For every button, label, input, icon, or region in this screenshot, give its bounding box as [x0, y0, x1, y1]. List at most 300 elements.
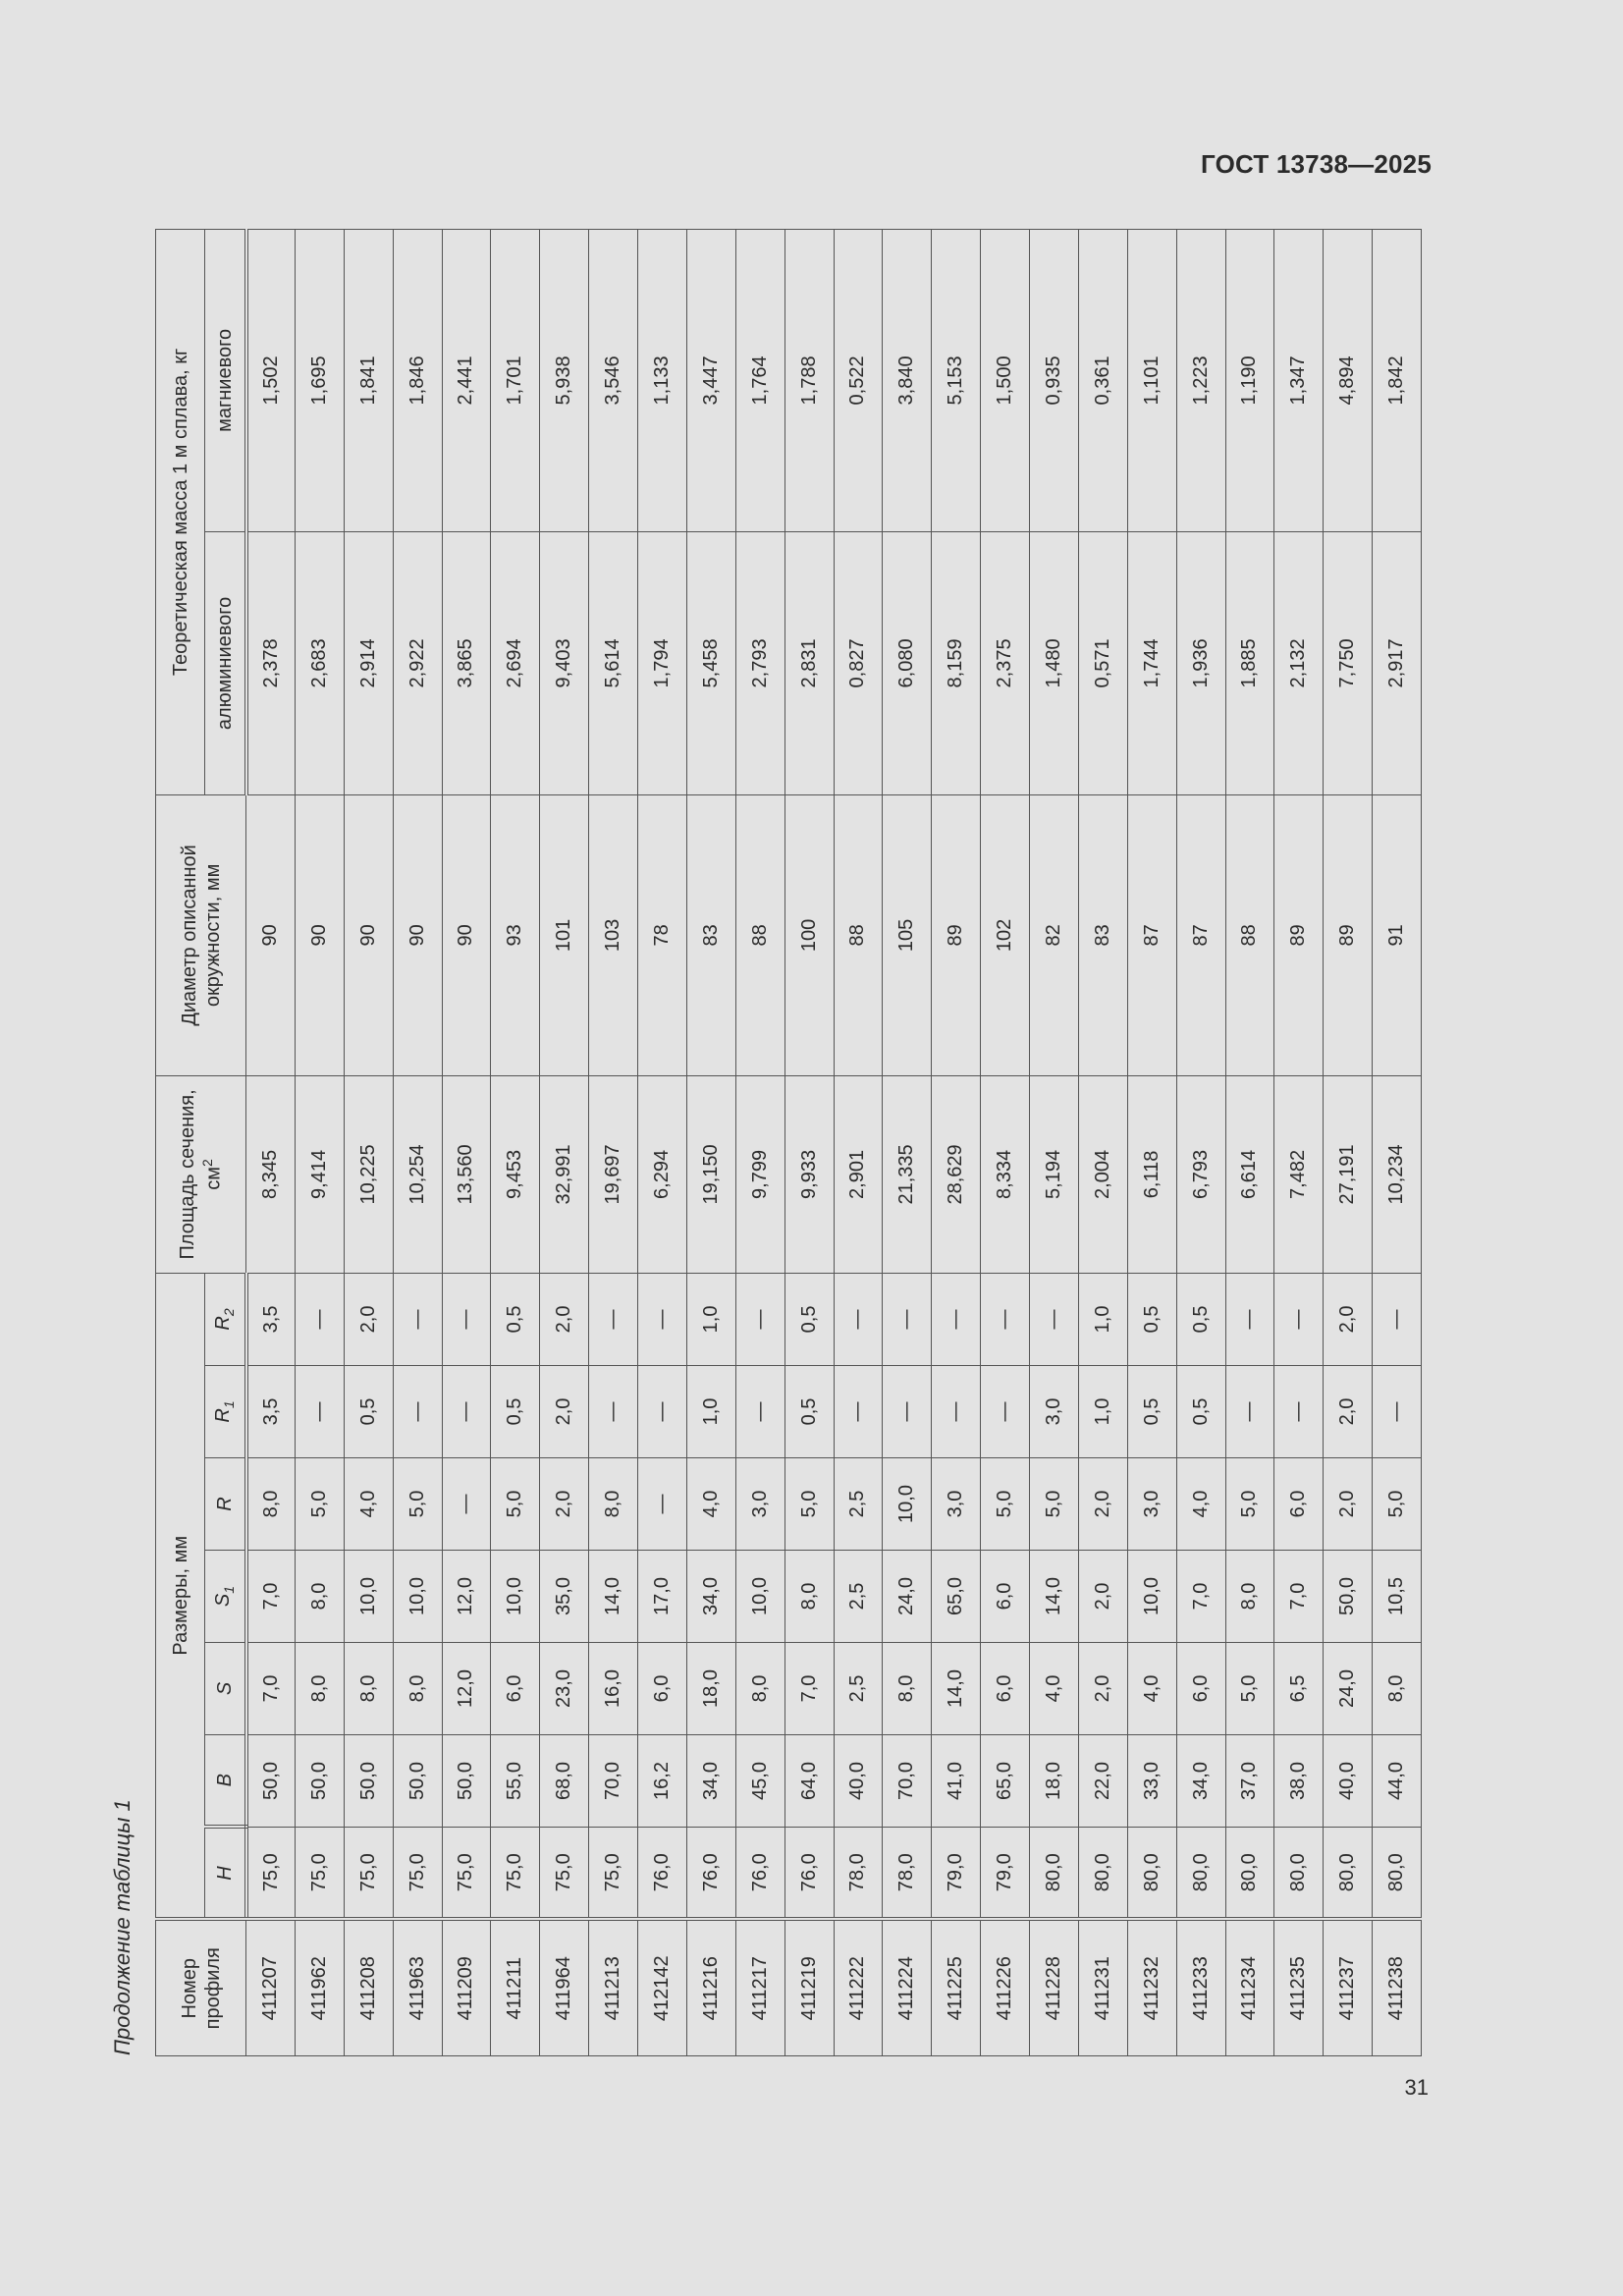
- cell-B: 50,0: [442, 1735, 491, 1828]
- cell-magnesium-mass: 1,695: [295, 229, 344, 531]
- cell-H: 80,0: [1127, 1828, 1176, 1920]
- cell-R: 4,0: [686, 1458, 735, 1551]
- header-S: S: [205, 1643, 246, 1735]
- table-row: [1225, 229, 1274, 2055]
- cell-diameter: 88: [834, 794, 883, 1075]
- cell-R1: —: [1274, 1366, 1324, 1458]
- cell-diameter: 102: [981, 794, 1030, 1075]
- cell-R2: 2,0: [344, 1273, 393, 1365]
- cell-profile-number: 411222: [834, 1920, 883, 2056]
- cell-S: 12,0: [442, 1643, 491, 1735]
- cell-magnesium-mass: 3,840: [883, 229, 932, 531]
- cell-R1: —: [393, 1366, 442, 1458]
- cell-B: 40,0: [1324, 1735, 1373, 1828]
- cell-S1: 2,5: [834, 1551, 883, 1643]
- cell-R: 2,0: [1324, 1458, 1373, 1551]
- cell-B: 50,0: [246, 1735, 296, 1828]
- cell-R: 5,0: [981, 1458, 1030, 1551]
- cell-S1: 14,0: [589, 1551, 638, 1643]
- cell-R2: —: [1373, 1273, 1422, 1365]
- header-diameter: Диаметр описанной окружности, мм: [156, 794, 246, 1075]
- cell-profile-number: 411238: [1373, 1920, 1422, 2056]
- cell-area: 10,225: [344, 1075, 393, 1273]
- cell-B: 40,0: [834, 1735, 883, 1828]
- cell-R1: 0,5: [1176, 1366, 1225, 1458]
- cell-diameter: 90: [246, 794, 296, 1075]
- cell-profile-number: 411216: [686, 1920, 735, 2056]
- cell-S1: 10,0: [1127, 1551, 1176, 1643]
- cell-R2: —: [393, 1273, 442, 1365]
- cell-R2: 2,0: [540, 1273, 589, 1365]
- cell-aluminum-mass: 2,922: [393, 531, 442, 794]
- cell-S1: 17,0: [638, 1551, 687, 1643]
- table-row: [686, 229, 735, 2055]
- cell-area: 8,345: [246, 1075, 296, 1273]
- cell-B: 37,0: [1225, 1735, 1274, 1828]
- header-R2-sub: 2: [221, 1308, 238, 1317]
- header-area-text: Площадь сечения, см: [177, 1089, 225, 1260]
- cell-profile-number: 411233: [1176, 1920, 1225, 2056]
- cell-S1: 6,0: [981, 1551, 1030, 1643]
- cell-magnesium-mass: 4,894: [1324, 229, 1373, 531]
- cell-H: 75,0: [246, 1828, 296, 1920]
- cell-magnesium-mass: 3,447: [686, 229, 735, 531]
- cell-profile-number: 411231: [1078, 1920, 1127, 2056]
- cell-area: 10,254: [393, 1075, 442, 1273]
- table-row: [589, 229, 638, 2055]
- cell-area: 9,453: [491, 1075, 540, 1273]
- cell-magnesium-mass: 1,846: [393, 229, 442, 531]
- cell-B: 50,0: [295, 1735, 344, 1828]
- cell-area: 7,482: [1274, 1075, 1324, 1273]
- cell-B: 50,0: [344, 1735, 393, 1828]
- cell-profile-number: 411963: [393, 1920, 442, 2056]
- cell-aluminum-mass: 2,132: [1274, 531, 1324, 794]
- cell-profile-number: 411209: [442, 1920, 491, 2056]
- cell-R2: 0,5: [784, 1273, 834, 1365]
- cell-H: 75,0: [393, 1828, 442, 1920]
- cell-magnesium-mass: 5,153: [932, 229, 981, 531]
- cell-R: 3,0: [1127, 1458, 1176, 1551]
- cell-magnesium-mass: 1,841: [344, 229, 393, 531]
- cell-profile-number: 411232: [1127, 1920, 1176, 2056]
- cell-R: 3,0: [932, 1458, 981, 1551]
- cell-magnesium-mass: 1,842: [1373, 229, 1422, 531]
- cell-area: 6,118: [1127, 1075, 1176, 1273]
- cell-magnesium-mass: 2,441: [442, 229, 491, 531]
- cell-B: 22,0: [1078, 1735, 1127, 1828]
- cell-S1: 2,0: [1078, 1551, 1127, 1643]
- cell-R: 10,0: [883, 1458, 932, 1551]
- cell-R2: —: [295, 1273, 344, 1365]
- table-row: [442, 229, 491, 2055]
- cell-R1: 0,5: [784, 1366, 834, 1458]
- cell-S: 4,0: [1127, 1643, 1176, 1735]
- cell-R1: —: [981, 1366, 1030, 1458]
- cell-magnesium-mass: 0,935: [1030, 229, 1079, 531]
- cell-area: 19,697: [589, 1075, 638, 1273]
- table-row: [540, 229, 589, 2055]
- cell-profile-number: 411217: [735, 1920, 784, 2056]
- header-dimensions: Размеры, мм: [156, 1273, 205, 1919]
- cell-R2: —: [442, 1273, 491, 1365]
- cell-aluminum-mass: 2,694: [491, 531, 540, 794]
- cell-diameter: 78: [638, 794, 687, 1075]
- cell-profile-number: 412142: [638, 1920, 687, 2056]
- cell-H: 75,0: [295, 1828, 344, 1920]
- cell-R2: —: [1225, 1273, 1274, 1365]
- header-area-sup: 2: [199, 1159, 216, 1167]
- cell-R2: —: [589, 1273, 638, 1365]
- cell-B: 44,0: [1373, 1735, 1422, 1828]
- cell-S: 2,0: [1078, 1643, 1127, 1735]
- cell-profile-number: 411228: [1030, 1920, 1079, 2056]
- cell-S1: 50,0: [1324, 1551, 1373, 1643]
- cell-R1: —: [442, 1366, 491, 1458]
- cell-profile-number: 411207: [246, 1920, 296, 2056]
- cell-profile-number: 411211: [491, 1920, 540, 2056]
- table-row: [246, 229, 296, 2055]
- cell-diameter: 89: [932, 794, 981, 1075]
- table-row: [1274, 229, 1324, 2055]
- cell-H: 75,0: [442, 1828, 491, 1920]
- cell-S: 2,5: [834, 1643, 883, 1735]
- cell-R1: 0,5: [491, 1366, 540, 1458]
- cell-profile-number: 411219: [784, 1920, 834, 2056]
- cell-S: 6,5: [1274, 1643, 1324, 1735]
- cell-R1: —: [834, 1366, 883, 1458]
- cell-R1: 1,0: [1078, 1366, 1127, 1458]
- cell-S1: 35,0: [540, 1551, 589, 1643]
- cell-S: 8,0: [344, 1643, 393, 1735]
- cell-aluminum-mass: 1,936: [1176, 531, 1225, 794]
- cell-diameter: 101: [540, 794, 589, 1075]
- table-row: [735, 229, 784, 2055]
- cell-aluminum-mass: 1,794: [638, 531, 687, 794]
- cell-profile-number: 411235: [1274, 1920, 1324, 2056]
- cell-magnesium-mass: 5,938: [540, 229, 589, 531]
- cell-R1: —: [932, 1366, 981, 1458]
- cell-R: 5,0: [491, 1458, 540, 1551]
- cell-aluminum-mass: 2,375: [981, 531, 1030, 794]
- cell-H: 75,0: [491, 1828, 540, 1920]
- cell-B: 65,0: [981, 1735, 1030, 1828]
- cell-aluminum-mass: 8,159: [932, 531, 981, 794]
- cell-diameter: 88: [1225, 794, 1274, 1075]
- cell-S1: 8,0: [1225, 1551, 1274, 1643]
- cell-R: 3,0: [735, 1458, 784, 1551]
- header-R1-sub: 1: [221, 1400, 238, 1409]
- cell-R1: 0,5: [344, 1366, 393, 1458]
- table-row: [883, 229, 932, 2055]
- cell-B: 45,0: [735, 1735, 784, 1828]
- header-area: [156, 1075, 246, 1273]
- header-R2-base: R: [212, 1316, 235, 1331]
- cell-R: 4,0: [1176, 1458, 1225, 1551]
- cell-R2: —: [638, 1273, 687, 1365]
- cell-H: 75,0: [540, 1828, 589, 1920]
- cell-R: 2,0: [1078, 1458, 1127, 1551]
- table-row: [1373, 229, 1422, 2055]
- cell-R1: —: [1373, 1366, 1422, 1458]
- cell-B: 16,2: [638, 1735, 687, 1828]
- table-row: [1127, 229, 1176, 2055]
- cell-area: 9,414: [295, 1075, 344, 1273]
- cell-aluminum-mass: 2,793: [735, 531, 784, 794]
- cell-diameter: 105: [883, 794, 932, 1075]
- header-R1: [205, 1366, 246, 1458]
- cell-area: 28,629: [932, 1075, 981, 1273]
- cell-S1: 10,0: [735, 1551, 784, 1643]
- cell-H: 75,0: [344, 1828, 393, 1920]
- cell-B: 33,0: [1127, 1735, 1176, 1828]
- table-row: [295, 229, 344, 2055]
- cell-H: 79,0: [932, 1828, 981, 1920]
- cell-aluminum-mass: 2,831: [784, 531, 834, 794]
- header-aluminum: алюминиевого: [205, 531, 246, 794]
- cell-H: 78,0: [883, 1828, 932, 1920]
- cell-S: 16,0: [589, 1643, 638, 1735]
- cell-profile-number: 411224: [883, 1920, 932, 2056]
- cell-aluminum-mass: 0,827: [834, 531, 883, 794]
- header-R1-base: R: [212, 1408, 235, 1423]
- cell-magnesium-mass: 1,347: [1274, 229, 1324, 531]
- cell-R: 2,5: [834, 1458, 883, 1551]
- cell-area: 8,334: [981, 1075, 1030, 1273]
- cell-S1: 65,0: [932, 1551, 981, 1643]
- cell-S: 8,0: [393, 1643, 442, 1735]
- cell-R1: —: [883, 1366, 932, 1458]
- cell-S1: 7,0: [1274, 1551, 1324, 1643]
- cell-diameter: 87: [1127, 794, 1176, 1075]
- header-R2: [205, 1273, 246, 1365]
- cell-S1: 10,5: [1373, 1551, 1422, 1643]
- cell-R1: —: [295, 1366, 344, 1458]
- cell-S: 6,0: [981, 1643, 1030, 1735]
- cell-profile-number: 411225: [932, 1920, 981, 2056]
- cell-aluminum-mass: 2,378: [246, 531, 296, 794]
- cell-diameter: 88: [735, 794, 784, 1075]
- cell-profile-number: 411962: [295, 1920, 344, 2056]
- cell-S: 4,0: [1030, 1643, 1079, 1735]
- cell-magnesium-mass: 1,788: [784, 229, 834, 531]
- cell-R2: 0,5: [1127, 1273, 1176, 1365]
- cell-R2: —: [735, 1273, 784, 1365]
- table-caption: Продолжение таблицы 1: [110, 1799, 135, 2055]
- cell-R: 4,0: [344, 1458, 393, 1551]
- profiles-table: [155, 229, 1422, 2056]
- table-row: [1324, 229, 1373, 2055]
- cell-aluminum-mass: 5,458: [686, 531, 735, 794]
- cell-magnesium-mass: 3,546: [589, 229, 638, 531]
- cell-diameter: 90: [295, 794, 344, 1075]
- cell-aluminum-mass: 1,744: [1127, 531, 1176, 794]
- cell-diameter: 82: [1030, 794, 1079, 1075]
- cell-B: 34,0: [1176, 1735, 1225, 1828]
- cell-B: 55,0: [491, 1735, 540, 1828]
- cell-R: 5,0: [393, 1458, 442, 1551]
- cell-B: 68,0: [540, 1735, 589, 1828]
- cell-profile-number: 411964: [540, 1920, 589, 2056]
- cell-R: —: [442, 1458, 491, 1551]
- cell-R1: 2,0: [1324, 1366, 1373, 1458]
- cell-aluminum-mass: 7,750: [1324, 531, 1373, 794]
- cell-magnesium-mass: 1,133: [638, 229, 687, 531]
- cell-S: 8,0: [735, 1643, 784, 1735]
- cell-R: 8,0: [589, 1458, 638, 1551]
- cell-S1: 7,0: [246, 1551, 296, 1643]
- cell-S: 24,0: [1324, 1643, 1373, 1735]
- cell-aluminum-mass: 1,885: [1225, 531, 1274, 794]
- cell-R1: —: [638, 1366, 687, 1458]
- cell-R: 8,0: [246, 1458, 296, 1551]
- cell-B: 38,0: [1274, 1735, 1324, 1828]
- table-row: [834, 229, 883, 2055]
- cell-R1: —: [1225, 1366, 1274, 1458]
- cell-R2: —: [834, 1273, 883, 1365]
- cell-profile-number: 411234: [1225, 1920, 1274, 2056]
- cell-H: 76,0: [638, 1828, 687, 1920]
- cell-S: 5,0: [1225, 1643, 1274, 1735]
- cell-diameter: 91: [1373, 794, 1422, 1075]
- cell-H: 75,0: [589, 1828, 638, 1920]
- cell-R: 5,0: [1373, 1458, 1422, 1551]
- cell-R1: 3,0: [1030, 1366, 1079, 1458]
- cell-aluminum-mass: 1,480: [1030, 531, 1079, 794]
- cell-profile-number: 411237: [1324, 1920, 1373, 2056]
- cell-S1: 7,0: [1176, 1551, 1225, 1643]
- cell-aluminum-mass: 2,914: [344, 531, 393, 794]
- cell-R2: 0,5: [1176, 1273, 1225, 1365]
- cell-R: 5,0: [295, 1458, 344, 1551]
- cell-H: 80,0: [1324, 1828, 1373, 1920]
- cell-R1: 1,0: [686, 1366, 735, 1458]
- cell-R: 2,0: [540, 1458, 589, 1551]
- cell-S: 6,0: [638, 1643, 687, 1735]
- header-R: R: [205, 1458, 246, 1551]
- cell-diameter: 90: [344, 794, 393, 1075]
- cell-area: 5,194: [1030, 1075, 1079, 1273]
- cell-H: 76,0: [735, 1828, 784, 1920]
- cell-magnesium-mass: 1,502: [246, 229, 296, 531]
- cell-diameter: 89: [1274, 794, 1324, 1075]
- cell-diameter: 90: [442, 794, 491, 1075]
- cell-profile-number: 411208: [344, 1920, 393, 2056]
- cell-aluminum-mass: 3,865: [442, 531, 491, 794]
- cell-area: 9,933: [784, 1075, 834, 1273]
- cell-diameter: 83: [686, 794, 735, 1075]
- header-magnesium: магниевого: [205, 229, 246, 531]
- cell-R2: 1,0: [686, 1273, 735, 1365]
- cell-H: 79,0: [981, 1828, 1030, 1920]
- cell-aluminum-mass: 0,571: [1078, 531, 1127, 794]
- cell-area: 19,150: [686, 1075, 735, 1273]
- cell-magnesium-mass: 1,101: [1127, 229, 1176, 531]
- table-row: [932, 229, 981, 2055]
- cell-H: 80,0: [1078, 1828, 1127, 1920]
- cell-B: 70,0: [883, 1735, 932, 1828]
- cell-R2: —: [981, 1273, 1030, 1365]
- cell-R2: 3,5: [246, 1273, 296, 1365]
- table-row: [1030, 229, 1079, 2055]
- table-row: [1078, 229, 1127, 2055]
- cell-magnesium-mass: 1,190: [1225, 229, 1274, 531]
- cell-area: 6,614: [1225, 1075, 1274, 1273]
- cell-S: 8,0: [1373, 1643, 1422, 1735]
- cell-R2: —: [932, 1273, 981, 1365]
- cell-magnesium-mass: 0,361: [1078, 229, 1127, 531]
- table-row: [784, 229, 834, 2055]
- cell-R1: 2,0: [540, 1366, 589, 1458]
- cell-S: 8,0: [295, 1643, 344, 1735]
- cell-area: 2,004: [1078, 1075, 1127, 1273]
- cell-aluminum-mass: 2,683: [295, 531, 344, 794]
- cell-R: 5,0: [1225, 1458, 1274, 1551]
- cell-S1: 10,0: [393, 1551, 442, 1643]
- table-row: [491, 229, 540, 2055]
- cell-area: 10,234: [1373, 1075, 1422, 1273]
- cell-S: 8,0: [883, 1643, 932, 1735]
- cell-magnesium-mass: 1,701: [491, 229, 540, 531]
- cell-aluminum-mass: 2,917: [1373, 531, 1422, 794]
- header-S1-base: S: [212, 1593, 235, 1608]
- header-profile-number: Номер профиля: [156, 1920, 246, 2056]
- cell-aluminum-mass: 9,403: [540, 531, 589, 794]
- cell-R: 6,0: [1274, 1458, 1324, 1551]
- cell-R2: 0,5: [491, 1273, 540, 1365]
- cell-S: 23,0: [540, 1643, 589, 1735]
- cell-area: 32,991: [540, 1075, 589, 1273]
- cell-R2: 1,0: [1078, 1273, 1127, 1365]
- cell-magnesium-mass: 0,522: [834, 229, 883, 531]
- cell-S: 6,0: [491, 1643, 540, 1735]
- cell-area: 21,335: [883, 1075, 932, 1273]
- cell-H: 80,0: [1030, 1828, 1079, 1920]
- header-S1-sub: 1: [221, 1585, 238, 1594]
- cell-B: 34,0: [686, 1735, 735, 1828]
- cell-S1: 8,0: [295, 1551, 344, 1643]
- cell-diameter: 100: [784, 794, 834, 1075]
- table-body: [246, 229, 1422, 2055]
- cell-area: 2,901: [834, 1075, 883, 1273]
- cell-diameter: 87: [1176, 794, 1225, 1075]
- table-row: [1176, 229, 1225, 2055]
- cell-R2: —: [883, 1273, 932, 1365]
- page-number: 31: [1404, 2075, 1429, 2100]
- cell-magnesium-mass: 1,500: [981, 229, 1030, 531]
- cell-R: —: [638, 1458, 687, 1551]
- cell-H: 80,0: [1274, 1828, 1324, 1920]
- cell-R: 5,0: [1030, 1458, 1079, 1551]
- cell-S1: 34,0: [686, 1551, 735, 1643]
- cell-S: 7,0: [246, 1643, 296, 1735]
- cell-diameter: 89: [1324, 794, 1373, 1075]
- cell-B: 70,0: [589, 1735, 638, 1828]
- cell-B: 64,0: [784, 1735, 834, 1828]
- cell-S: 14,0: [932, 1643, 981, 1735]
- header-H: H: [205, 1828, 246, 1920]
- table-row: [344, 229, 393, 2055]
- cell-area: 27,191: [1324, 1075, 1373, 1273]
- cell-area: 6,793: [1176, 1075, 1225, 1273]
- cell-B: 50,0: [393, 1735, 442, 1828]
- cell-S1: 8,0: [784, 1551, 834, 1643]
- cell-R2: 2,0: [1324, 1273, 1373, 1365]
- cell-R1: 3,5: [246, 1366, 296, 1458]
- cell-diameter: 83: [1078, 794, 1127, 1075]
- table-row: [393, 229, 442, 2055]
- cell-profile-number: 411226: [981, 1920, 1030, 2056]
